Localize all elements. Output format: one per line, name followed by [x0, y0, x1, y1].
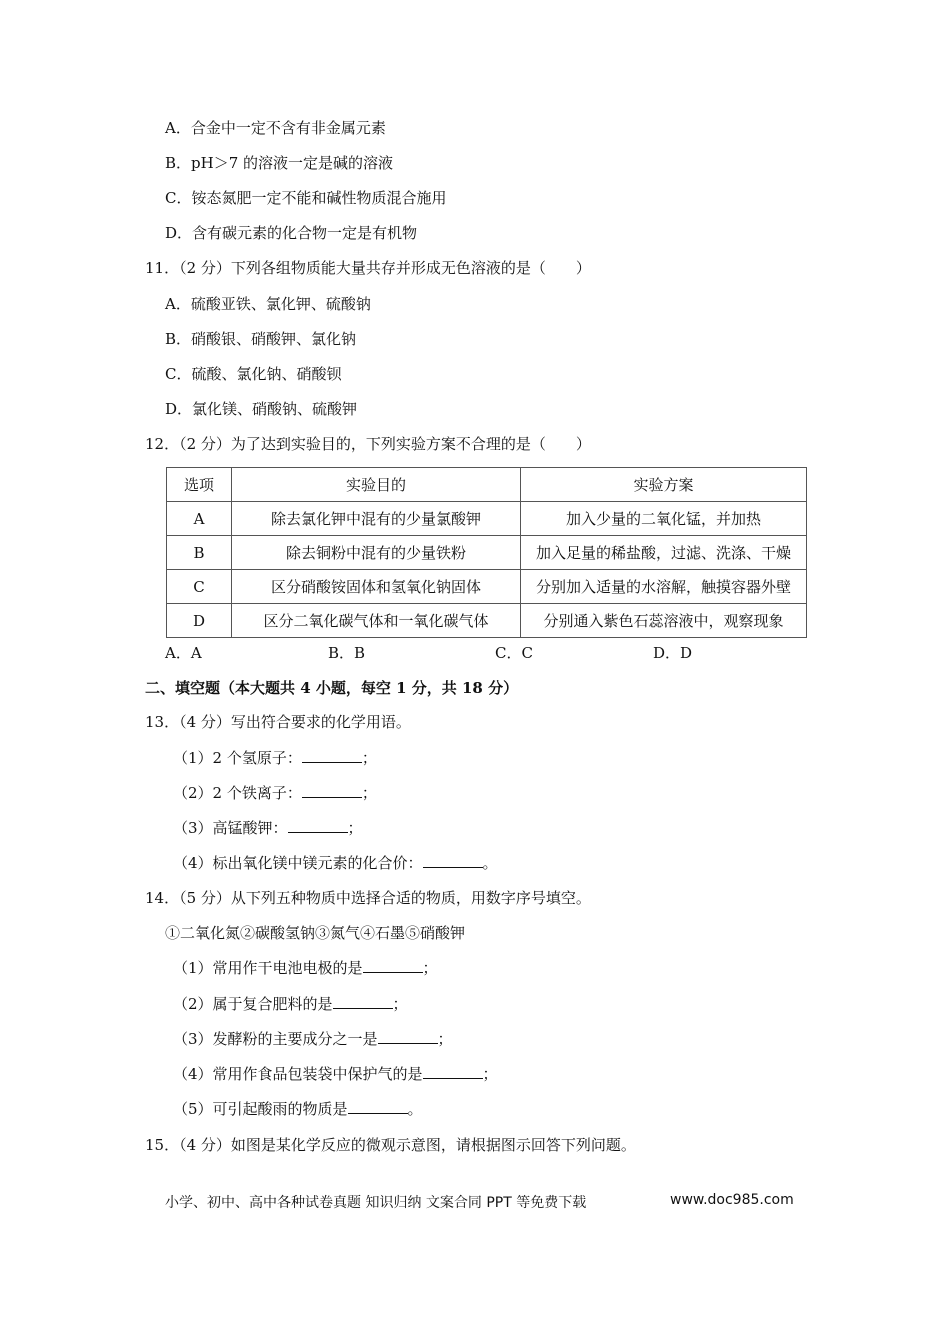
table-row [167, 570, 807, 604]
table-row [167, 536, 807, 570]
cell-option: A [167, 502, 232, 536]
q12-options [165, 642, 765, 662]
header-plan: 实验方案 [521, 468, 807, 502]
header-purpose: 实验目的 [232, 468, 521, 502]
q11-option-c: C．硫酸、氯化钠、硝酸钡 [165, 365, 342, 383]
q13-stem: 13．（4 分）写出符合要求的化学用语。 [145, 713, 411, 731]
cell-option: D [167, 604, 232, 638]
cell-plan: 加入少量的二氧化锰，并加热 [521, 502, 807, 536]
cell-option: B [167, 536, 232, 570]
q15-stem: 15．（4 分）如图是某化学反应的微观示意图，请根据图示回答下列问题。 [145, 1136, 636, 1154]
q11-option-d: D．氯化镁、硝酸钠、硫酸钾 [165, 400, 358, 418]
q13-item-3: （3）高锰酸钾： ； [173, 819, 363, 837]
cell-plan: 分别通入紫色石蕊溶液中，观察现象 [521, 604, 807, 638]
q10-option-b: B．pH＞7 的溶液一定是碱的溶液 [165, 154, 394, 172]
q14-item-5: （5）可引起酸雨的物质是 。 [173, 1100, 423, 1118]
q11-stem: 11．（2 分）下列各组物质能大量共存并形成无色溶液的是（ ） [145, 259, 591, 277]
q14-item-4: （4）常用作食品包装袋中保护气的是 ； [173, 1065, 498, 1083]
table-row [167, 502, 807, 536]
q12-option-c: C．C [495, 644, 533, 662]
page-footer [165, 1192, 805, 1212]
answer-blank[interactable] [333, 994, 393, 1009]
q13-item-1: （1）2 个氢原子： ； [173, 749, 377, 767]
cell-purpose: 区分二氧化碳气体和一氧化碳气体 [232, 604, 521, 638]
footer-url[interactable]: www.doc985.com [670, 1192, 794, 1208]
cell-option: C [167, 570, 232, 604]
q14-item-1: （1）常用作干电池电极的是 ； [173, 959, 438, 977]
q14-substance-list: ①二氧化氮②碳酸氢钠③氮气④石墨⑤硝酸钾 [165, 924, 466, 942]
answer-blank[interactable] [378, 1029, 438, 1044]
q12-option-a: A．A [165, 644, 202, 662]
answer-blank[interactable] [348, 1099, 408, 1114]
q11-option-b: B．硝酸银、硝酸钾、氯化钠 [165, 330, 357, 348]
table-header-row [167, 468, 807, 502]
footer-text: 小学、初中、高中各种试卷真题 知识归纳 文案合同 PPT 等免费下载 [165, 1195, 587, 1211]
q14-item-2: （2）属于复合肥料的是 ； [173, 995, 408, 1013]
table-row [167, 604, 807, 638]
section-title: 二、填空题（本大题共 4 小题，每空 1 分，共 18 分） [145, 679, 519, 697]
q12-table [166, 467, 807, 638]
q14-item-3: （3）发酵粉的主要成分之一是 ； [173, 1030, 453, 1048]
cell-plan: 分别加入适量的水溶解，触摸容器外壁 [521, 570, 807, 604]
q13-item-4: （4）标出氧化镁中镁元素的化合价： 。 [173, 854, 498, 872]
q11-option-a: A．硫酸亚铁、氯化钾、硫酸钠 [165, 295, 371, 313]
cell-plan: 加入足量的稀盐酸，过滤、洗涤、干燥 [521, 536, 807, 570]
cell-purpose: 除去氯化钾中混有的少量氯酸钾 [232, 502, 521, 536]
answer-blank[interactable] [423, 1064, 483, 1079]
cell-purpose: 区分硝酸铵固体和氢氧化钠固体 [232, 570, 521, 604]
answer-blank[interactable] [363, 958, 423, 973]
answer-blank[interactable] [423, 853, 483, 868]
q10-option-d: D．含有碳元素的化合物一定是有机物 [165, 224, 418, 242]
q12-stem: 12．（2 分）为了达到实验目的，下列实验方案不合理的是（ ） [145, 435, 591, 453]
q12-option-d: D．D [653, 644, 693, 662]
q13-item-2: （2）2 个铁离子： ； [173, 784, 377, 802]
answer-blank[interactable] [302, 748, 362, 763]
q10-option-c: C．铵态氮肥一定不能和碱性物质混合施用 [165, 189, 447, 207]
q14-stem: 14．（5 分）从下列五种物质中选择合适的物质，用数字序号填空。 [145, 889, 591, 907]
answer-blank[interactable] [302, 783, 362, 798]
q12-option-b: B．B [328, 644, 366, 662]
header-option: 选项 [167, 468, 232, 502]
q10-option-a: A．合金中一定不含有非金属元素 [165, 119, 386, 137]
cell-purpose: 除去铜粉中混有的少量铁粉 [232, 536, 521, 570]
answer-blank[interactable] [288, 818, 348, 833]
